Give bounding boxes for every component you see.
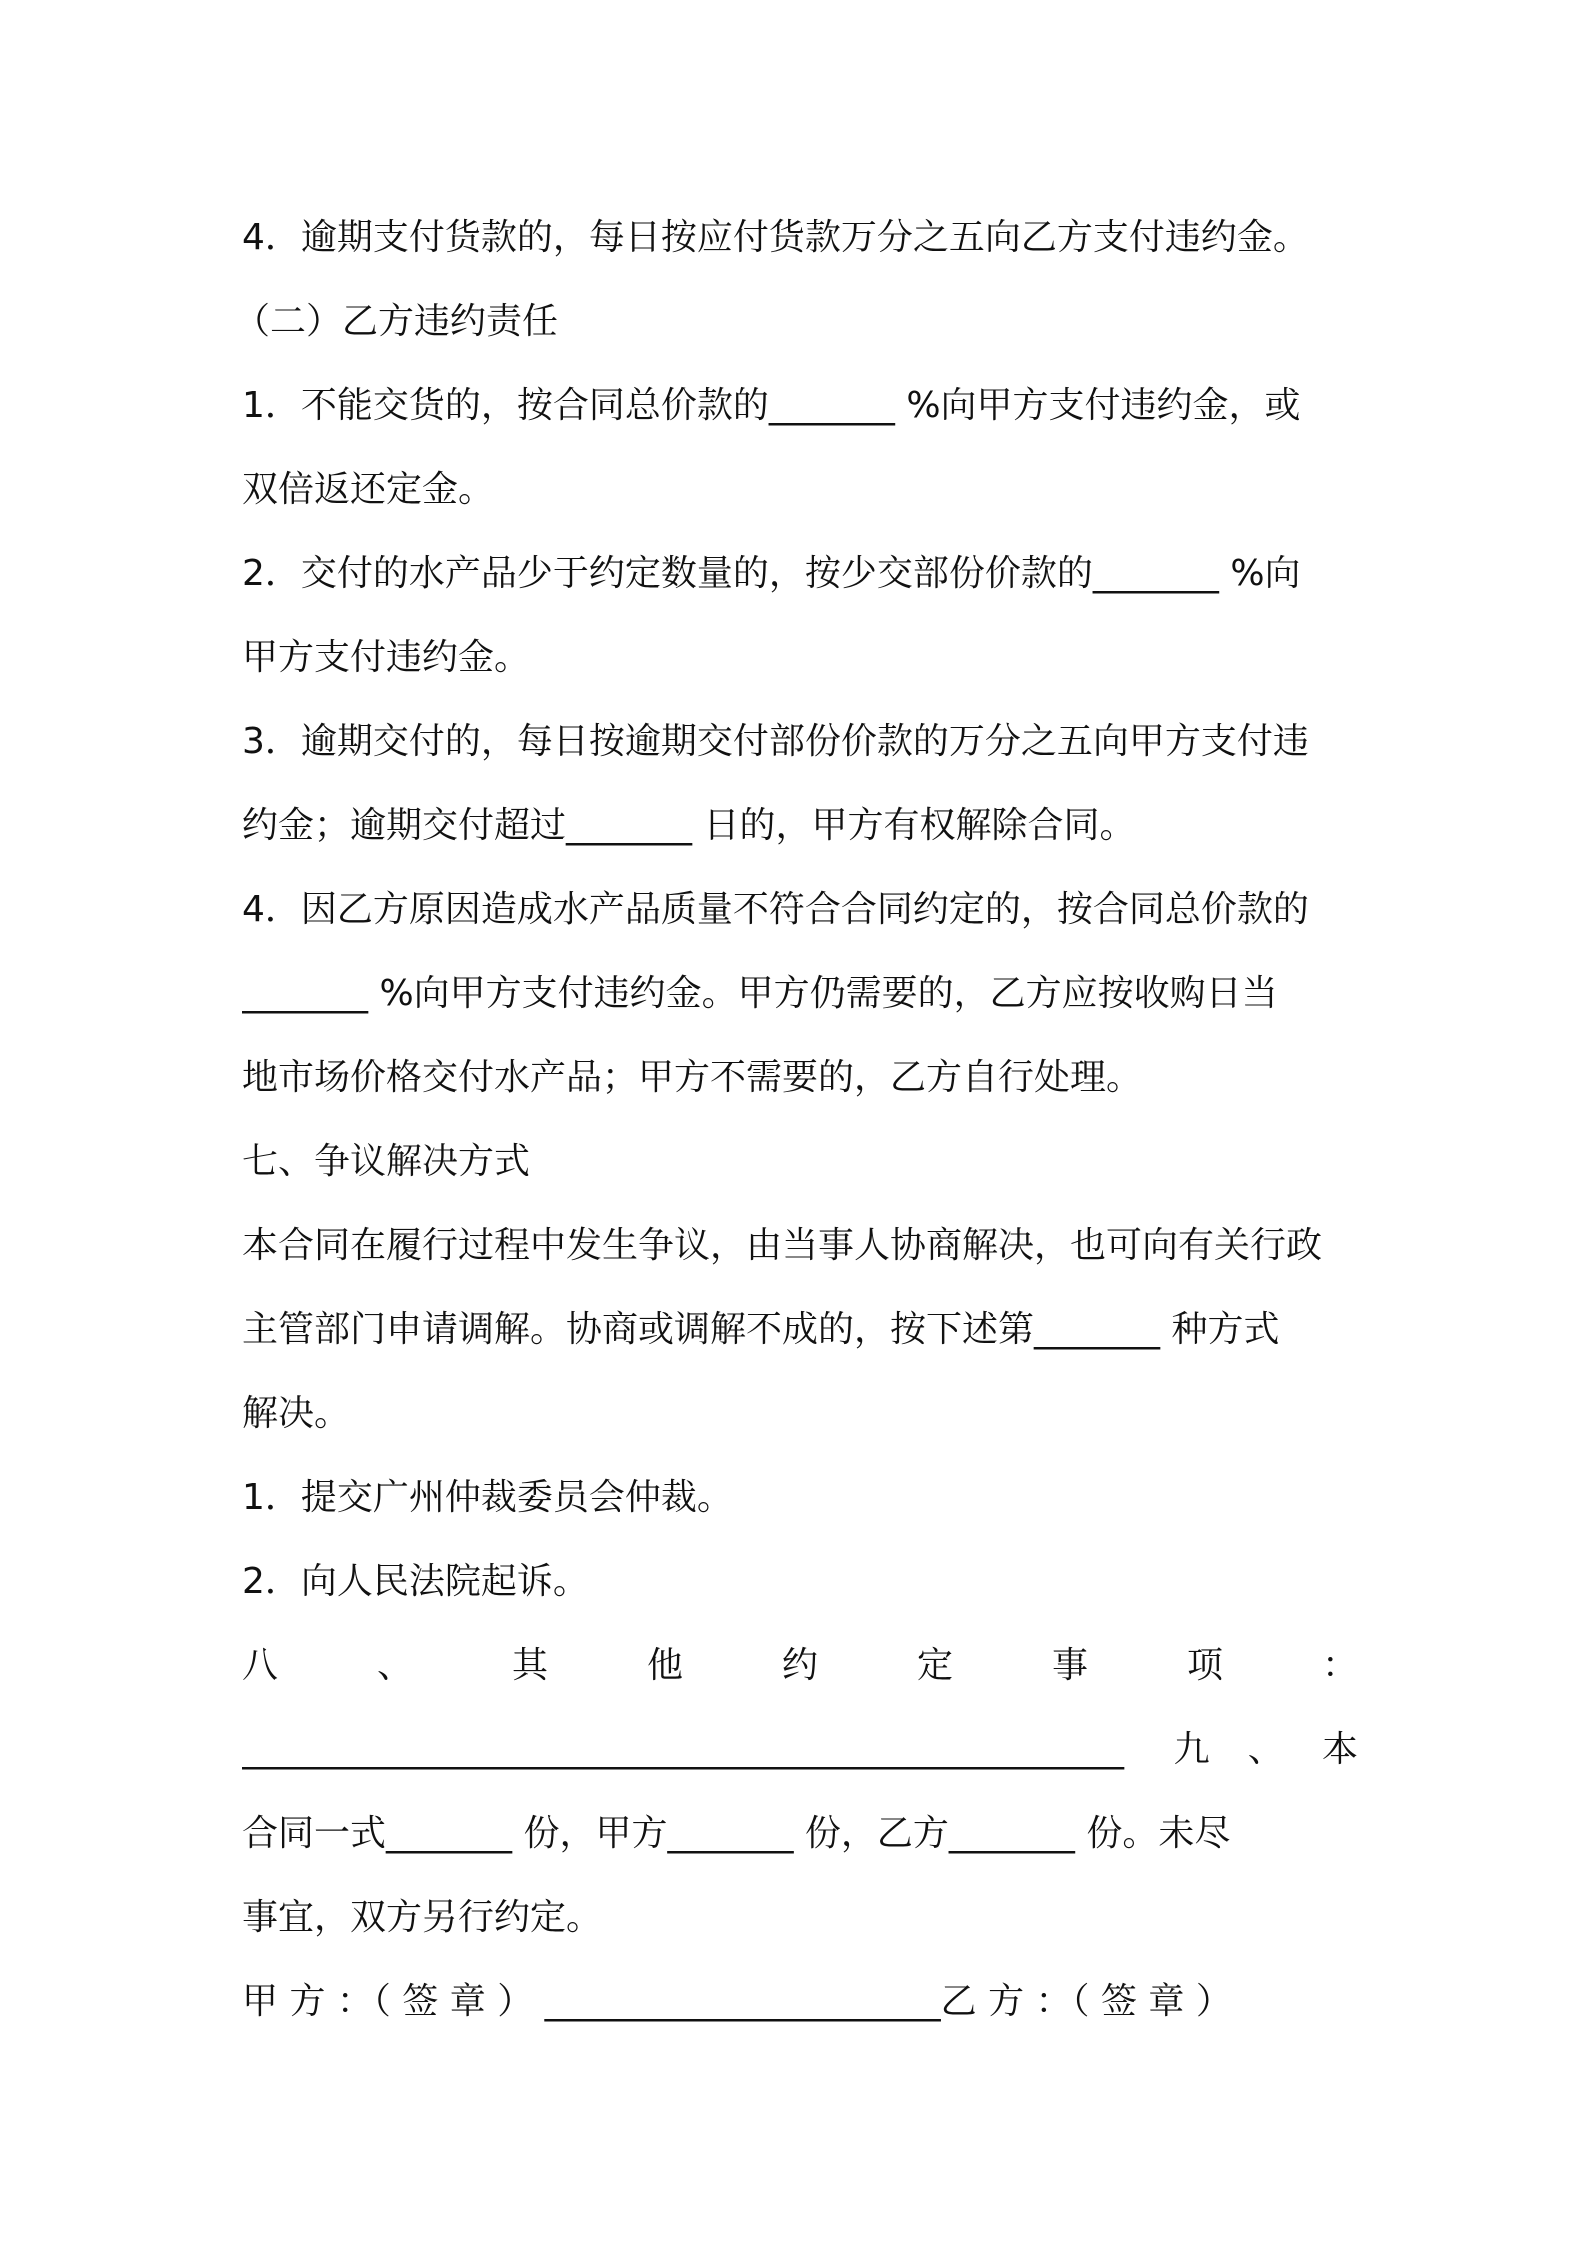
text-line-1: 4．逾期支付货款的，每日按应付货款万分之五向乙方支付违约金。 — [242, 217, 1309, 258]
text-line-16: 1．提交广州仲裁委员会仲裁。 — [242, 1477, 733, 1518]
text-line-5: 2．交付的水产品少于约定数量的，按少交部份价款的_______ %向 — [242, 553, 1301, 594]
text-line-11: 地市场价格交付水产品；甲方不需要的，乙方自行处理。 — [242, 1057, 1143, 1098]
signature-line: 甲 方 ：（ 签 章 ） ______________________乙 方 ：（ 签 章 ） — [242, 1981, 1232, 2022]
text-line-15: 解决。 — [242, 1393, 351, 1434]
text-line-8: 约金；逾期交付超过_______ 日的，甲方有权解除合同。 — [242, 805, 1136, 846]
text-line-13: 本合同在履行过程中发生争议，由当事人协商解决，也可向有关行政 — [242, 1225, 1323, 1266]
text-line-17: 2．向人民法院起诉。 — [242, 1561, 589, 1602]
text-line-4: 双倍返还定金。 — [242, 469, 495, 510]
document-body — [234, 196, 1358, 2044]
text-line-9: 4．因乙方原因造成水产品质量不符合合同约定的，按合同总价款的 — [242, 889, 1309, 930]
text-line-7: 3．逾期交付的，每日按逾期交付部份价款的万分之五向甲方支付违 — [242, 721, 1309, 762]
section-heading-other-matters: 八 、 其 他 约 定 事 项 ： — [242, 1645, 1358, 1686]
text-line-3: 1．不能交货的，按合同总价款的_______ %向甲方支付违约金，或 — [242, 385, 1301, 426]
text-line-21: 事宜，双方另行约定。 — [242, 1897, 603, 1938]
text-line-20: 合同一式_______ 份，甲方_______ 份，乙方_______ 份。未尽 — [242, 1813, 1231, 1854]
text-line-6: 甲方支付违约金。 — [242, 637, 531, 678]
section-heading-dispute-resolution: 七、争议解决方式 — [242, 1141, 531, 1182]
text-line-14: 主管部门申请调解。协商或调解不成的，按下述第_______ 种方式 — [242, 1309, 1280, 1350]
text-line-10: _______ %向甲方支付违约金。甲方仍需要的，乙方应按收购日当 — [242, 973, 1278, 1014]
text-line-19: _________________________________________________ 九、本 — [242, 1729, 1358, 1770]
section-heading-party-b-liability: （二）乙方违约责任 — [234, 301, 559, 342]
